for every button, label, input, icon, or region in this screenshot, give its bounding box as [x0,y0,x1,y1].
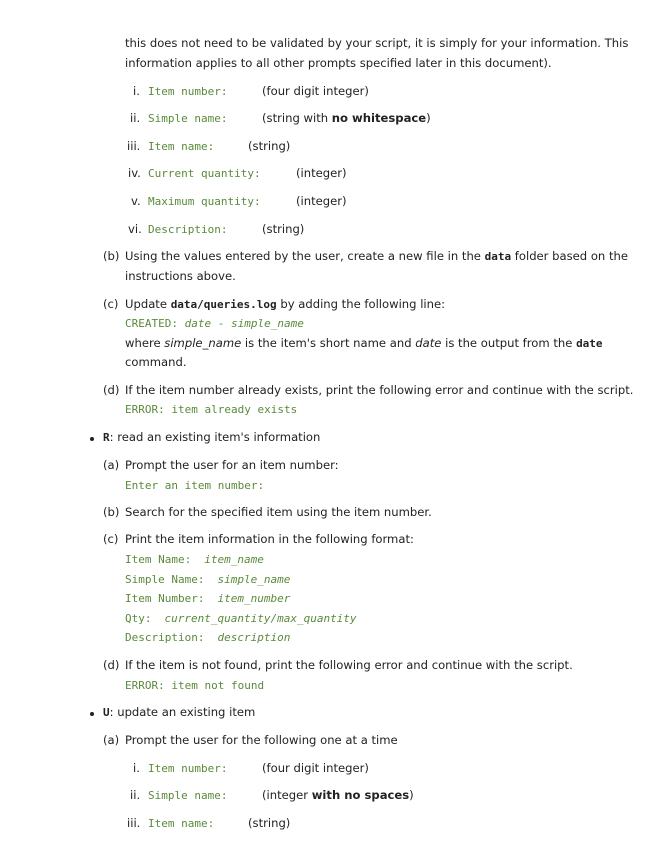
intro-line-2: information applies to all other prompts specified later in this document). [125,56,552,70]
prompt-code: Maximum quantity: [148,195,261,208]
intro-line-1: this does not need to be validated by your script, it is simply for your information. This [125,36,629,50]
bullet-icon [90,712,94,716]
created-log-line: CREATED: date - simple_name [125,317,304,330]
format-line: Description: description [125,631,291,644]
format-line: Simple Name: simple_name [125,573,291,586]
prompt-code: Enter an item number: [125,479,265,492]
format-line: Item Name: item_name [125,553,264,566]
format-line: Item Number: item_number [125,592,291,605]
prompt-code: Item name: [148,817,215,830]
prompt-code: Item name: [148,140,215,153]
prompt-code: Simple name: [148,112,228,125]
prompt-code: Current quantity: [148,167,261,180]
format-line: Qty: current_quantity/max_quantity [125,612,357,625]
error-message: ERROR: item already exists [125,403,298,416]
prompt-code: Description: [148,223,228,236]
bullet-icon [90,437,94,441]
prompt-code: Item number: [148,85,228,98]
prompt-code: Item number: [148,762,228,775]
prompt-code: Simple name: [148,789,228,802]
error-message: ERROR: item not found [125,679,265,692]
